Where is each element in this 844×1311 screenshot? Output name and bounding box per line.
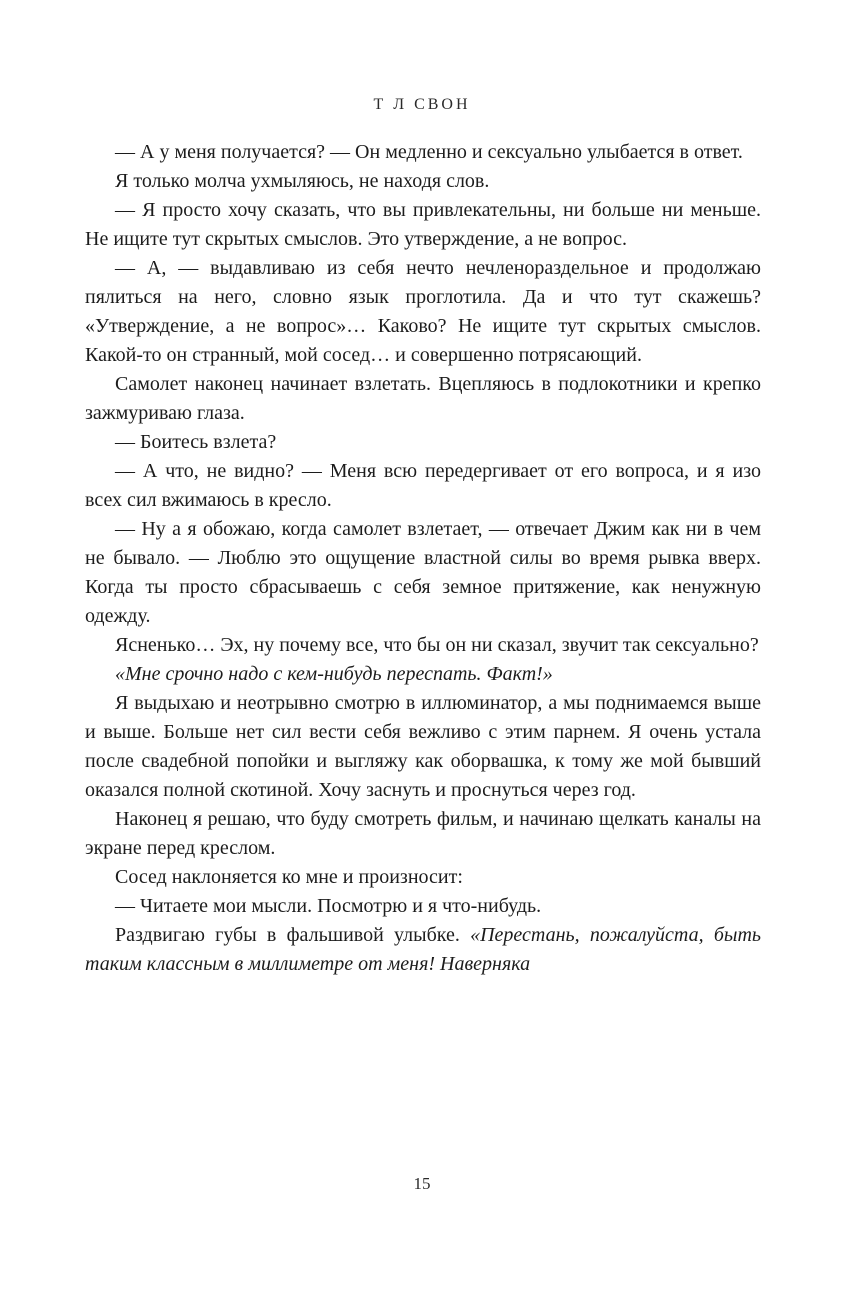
paragraph-segment: — Боитесь взлета? (115, 431, 277, 453)
paragraph-segment: Сосед наклоняется ко мне и произносит: (115, 866, 463, 888)
paragraph (85, 196, 761, 254)
paragraph-segment: Раздвигаю губы в фальшивой улыбке. (115, 924, 471, 946)
page-number: 15 (413, 1174, 431, 1193)
paragraph-segment: — Ну а я обожаю, когда самолет взлетает, — отвечает Джим как ни в чем не бывало. — Люблю это ощущение властной силы во время рывка вверх. Когда ты просто сбрасываешь с себя земное притяжение, как ненужную одежду. (85, 518, 761, 627)
paragraph-segment: Ясненько… Эх, ну почему все, что бы он ни сказал, звучит так сексуально? (115, 634, 759, 656)
paragraph-segment: — А у меня получается? — Он медленно и сексуально улыбается в ответ. (115, 141, 743, 163)
running-head: Т Л СВОН (373, 96, 471, 113)
paragraph (85, 138, 761, 167)
paragraph-segment-italic: «Перестань, пожалуйста, быть таким классным в миллиметре от меня! Наверняка (85, 924, 761, 975)
paragraph (85, 631, 761, 660)
paragraph (85, 921, 761, 979)
paragraph-segment: — А, — выдавливаю из себя нечто нечленораздельное и продолжаю пялиться на него, словно язык проглотила. Да и что тут скажешь? «Утверждение, а не вопрос»… Каково? Не ищите тут скрытых смыслов. Какой-то он странный, мой сосед… и совершенно потрясающий. (85, 257, 761, 366)
paragraph (85, 428, 761, 457)
paragraph-segment: Наконец я решаю, что буду смотреть фильм, и начинаю щелкать каналы на экране перед креслом. (85, 808, 761, 859)
paragraph-segment: — А что, не видно? — Меня всю передергивает от его вопроса, и я изо всех сил вжимаюсь в кресло. (85, 460, 761, 511)
paragraph-segment-italic: «Мне срочно надо с кем-нибудь переспать. Факт!» (115, 663, 553, 685)
paragraph-segment: Я только молча ухмыляюсь, не находя слов. (115, 170, 490, 192)
paragraph (85, 689, 761, 805)
paragraph (85, 805, 761, 863)
paragraph (85, 515, 761, 631)
paragraph (85, 892, 761, 921)
paragraph (85, 254, 761, 370)
text-block (85, 138, 761, 979)
paragraph-segment: Самолет наконец начинает взлетать. Вцепляюсь в подлокотники и крепко зажмуриваю глаза. (85, 373, 761, 424)
paragraph-segment: Я выдыхаю и неотрывно смотрю в иллюминатор, а мы поднимаемся выше и выше. Больше нет сил вести себя вежливо с этим парнем. Я очень устала после свадебной попойки и выгляжу как оборвашка, к тому же мой бывший оказался полной скотиной. Хочу заснуть и проснуться через год. (85, 692, 761, 801)
paragraph (85, 370, 761, 428)
paragraph (85, 660, 761, 689)
paragraph-segment: — Я просто хочу сказать, что вы привлекательны, ни больше ни меньше. Не ищите тут скрытых смыслов. Это утверждение, а не вопрос. (85, 199, 761, 250)
paragraph-segment: — Читаете мои мысли. Посмотрю и я что-нибудь. (115, 895, 542, 917)
paragraph (85, 863, 761, 892)
paragraph (85, 167, 761, 196)
paragraph (85, 457, 761, 515)
